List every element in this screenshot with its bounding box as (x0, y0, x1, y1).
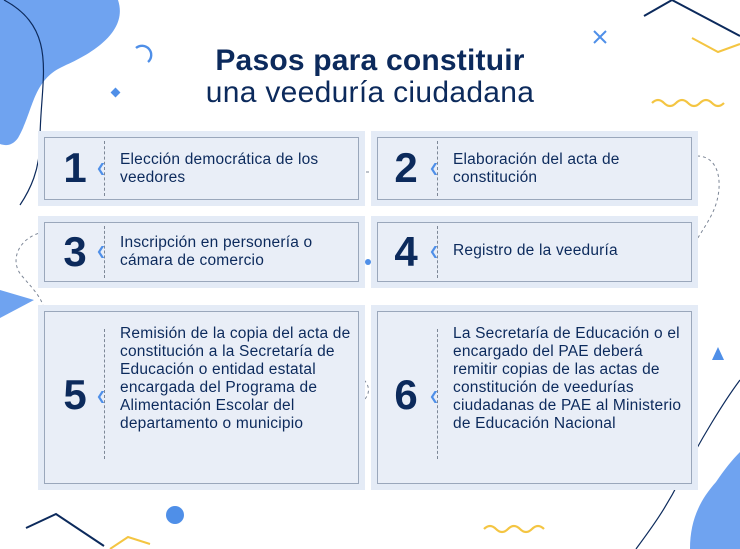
cross-icon (594, 31, 606, 43)
dashed-divider (104, 226, 105, 278)
step-text: Remisión de la copia del acta de constitución a la Secretaría de Educación o entidad estatal encargada del Programa de Alimentación Escolar del departamento o municipio (120, 325, 351, 432)
step-card-3 (38, 216, 365, 288)
dashed-divider (437, 329, 438, 459)
dashed-divider (104, 141, 105, 196)
chevron-left-icon: ❮ (429, 389, 440, 403)
dashed-divider (437, 226, 438, 278)
step-text: Elección democrática de los veedores (120, 151, 319, 186)
step-card-2 (371, 131, 698, 206)
chevron-left-icon: ❮ (96, 244, 107, 258)
chevron-left-icon: ❮ (429, 161, 440, 175)
step-number: 4 (394, 228, 418, 275)
zigzag-bottom-left-yellow (110, 537, 150, 549)
step-number: 2 (394, 144, 418, 191)
dashed-divider (104, 329, 105, 459)
page-title: Pasos para constituir (215, 44, 525, 77)
zigzag-top-right-navy (644, 0, 740, 36)
wave-bottom-center (484, 526, 544, 532)
step-number: 5 (63, 371, 87, 418)
step-card-4 (371, 216, 698, 288)
zigzag-bottom-left-navy (26, 514, 104, 546)
triangle-bottom-left (0, 290, 34, 318)
step-number: 3 (63, 228, 87, 275)
step-text: Elaboración del acta de constitución (453, 151, 620, 186)
chevron-left-icon: ❮ (96, 161, 107, 175)
chevron-left-icon: ❮ (429, 244, 440, 258)
step-card-6 (371, 305, 698, 490)
step-number: 6 (394, 371, 418, 418)
step-text: Registro de la veeduría (453, 242, 618, 259)
step-text: Inscripción en personería o cámara de comercio (120, 234, 313, 269)
step-card-1 (38, 131, 365, 206)
triangle-right (712, 347, 724, 360)
page-subtitle: una veeduría ciudadana (205, 76, 535, 109)
circle-bottom (166, 506, 184, 524)
step-card-5 (38, 305, 365, 490)
chevron-left-icon: ❮ (96, 389, 107, 403)
step-text: La Secretaría de Educación o el encargado del PAE deberá remitir copias de las actas de constitución de veedurías ciudadanas de PAE al Ministerio de Educación Nacional (453, 325, 682, 432)
step-number: 1 (63, 144, 87, 191)
dashed-divider (437, 141, 438, 196)
